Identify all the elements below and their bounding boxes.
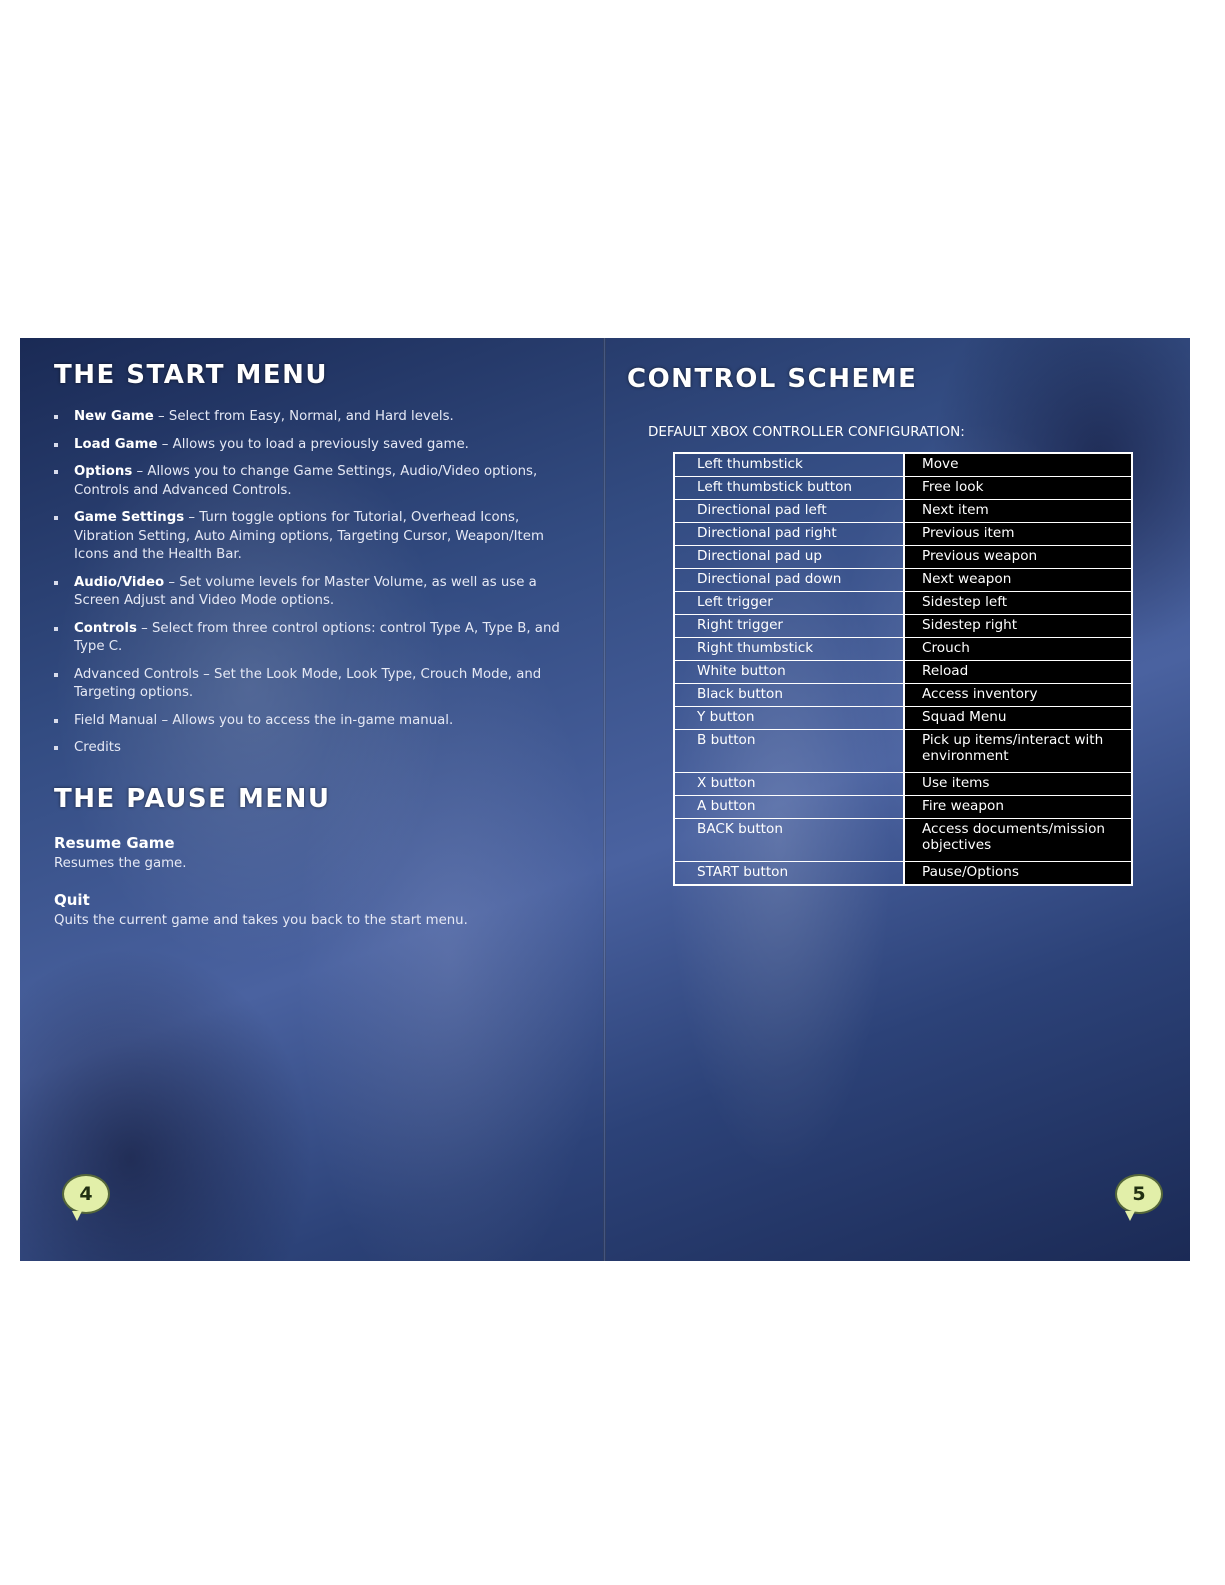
control-action: Reload [904,661,1132,684]
control-action: Sidestep left [904,592,1132,615]
control-action: Previous item [904,523,1132,546]
start-menu-item [54,463,574,500]
control-input: A button [674,796,904,819]
menu-item-description: – Select from three control options: control Type A, Type B, and Type C. [74,620,560,654]
start-menu-item [54,620,574,657]
control-input: Black button [674,684,904,707]
menu-item-name: Controls [74,620,137,636]
start-menu-item [54,509,574,565]
control-input: Directional pad up [674,546,904,569]
table-row [674,707,1132,730]
control-input: Directional pad left [674,500,904,523]
page-number-right: 5 [1132,1183,1146,1205]
control-action: Fire weapon [904,796,1132,819]
table-row [674,453,1132,477]
bullet-icon [54,470,58,474]
table-row [674,546,1132,569]
bullet-icon [54,627,58,631]
control-action: Previous weapon [904,546,1132,569]
pause-menu-title: THE PAUSE MENU [54,784,331,814]
bullet-icon [54,581,58,585]
speech-bubble-icon [1125,1211,1135,1221]
control-input: Directional pad down [674,569,904,592]
menu-item-name: Load Game [74,436,158,452]
control-input: BACK button [674,819,904,862]
control-input: Directional pad right [674,523,904,546]
speech-bubble-icon [72,1211,82,1221]
control-action: Next item [904,500,1132,523]
start-menu-item [54,739,574,758]
start-menu-title: THE START MENU [54,360,329,390]
table-row [674,773,1132,796]
control-action: Access inventory [904,684,1132,707]
menu-item-description: Advanced Controls – Set the Look Mode, Look Type, Crouch Mode, and Targeting options. [74,666,542,700]
resume-game-text: Resumes the game. [54,856,187,871]
table-row [674,638,1132,661]
page-number-badge-left [62,1174,110,1214]
control-input: X button [674,773,904,796]
control-action: Move [904,453,1132,477]
control-input: Left trigger [674,592,904,615]
left-page [20,338,604,1261]
bullet-icon [54,443,58,447]
control-action: Pause/Options [904,862,1132,886]
table-row [674,569,1132,592]
table-row [674,500,1132,523]
table-row [674,523,1132,546]
start-menu-list [54,408,574,767]
quit-heading: Quit [54,891,90,909]
bullet-icon [54,415,58,419]
table-row [674,477,1132,500]
control-action: Crouch [904,638,1132,661]
menu-item-description: – Set volume levels for Master Volume, as well as use a Screen Adjust and Video Mode options. [74,574,537,608]
control-input: Left thumbstick [674,453,904,477]
control-action: Free look [904,477,1132,500]
page-number-badge-right [1115,1174,1163,1214]
bullet-icon [54,719,58,723]
start-menu-item [54,712,574,731]
table-row [674,615,1132,638]
quit-text: Quits the current game and takes you back to the start menu. [54,913,468,928]
table-row [674,730,1132,773]
control-input: White button [674,661,904,684]
control-input: Right thumbstick [674,638,904,661]
control-action: Next weapon [904,569,1132,592]
start-menu-item [54,574,574,611]
table-row [674,592,1132,615]
menu-item-description: – Allows you to change Game Settings, Audio/Video options, Controls and Advanced Controls. [74,464,538,498]
menu-item-name: Game Settings [74,510,185,525]
menu-item-description: – Turn toggle options for Tutorial, Overhead Icons, Vibration Setting, Auto Aiming options, Targeting Cursor, Weapon/Item Icons and the Health Bar. [74,510,544,562]
menu-item-description: Credits [74,740,121,755]
page-number-left: 4 [79,1183,93,1205]
bullet-icon [54,673,58,677]
start-menu-item [54,666,574,703]
control-input: START button [674,862,904,886]
control-action: Use items [904,773,1132,796]
control-action: Sidestep right [904,615,1132,638]
table-row [674,684,1132,707]
right-page [605,338,1190,1261]
control-action: Access documents/mission objectives [904,819,1132,862]
menu-item-description: – Select from Easy, Normal, and Hard levels. [153,409,454,424]
menu-item-name: Options [74,464,133,479]
menu-item-name: New Game [74,409,154,424]
control-input: Y button [674,707,904,730]
table-row [674,661,1132,684]
control-input: Left thumbstick button [674,477,904,500]
menu-item-name: Audio/Video [74,574,165,590]
menu-item-description: – Allows you to load a previously saved game. [157,436,469,452]
table-row [674,796,1132,819]
control-scheme-title: CONTROL SCHEME [627,364,918,394]
control-action: Squad Menu [904,707,1132,730]
control-input: B button [674,730,904,773]
start-menu-item [54,436,574,455]
manual-spread [20,338,1190,1261]
table-row [674,862,1132,886]
bullet-icon [54,516,58,520]
config-label: DEFAULT XBOX CONTROLLER CONFIGURATION: [648,424,965,440]
menu-item-description: Field Manual – Allows you to access the in-game manual. [74,712,454,728]
controller-config-table [673,452,1133,886]
control-input: Right trigger [674,615,904,638]
start-menu-item [54,408,574,427]
resume-game-heading: Resume Game [54,834,175,852]
bullet-icon [54,746,58,750]
table-row [674,819,1132,862]
control-action: Pick up items/interact with environment [904,730,1132,773]
